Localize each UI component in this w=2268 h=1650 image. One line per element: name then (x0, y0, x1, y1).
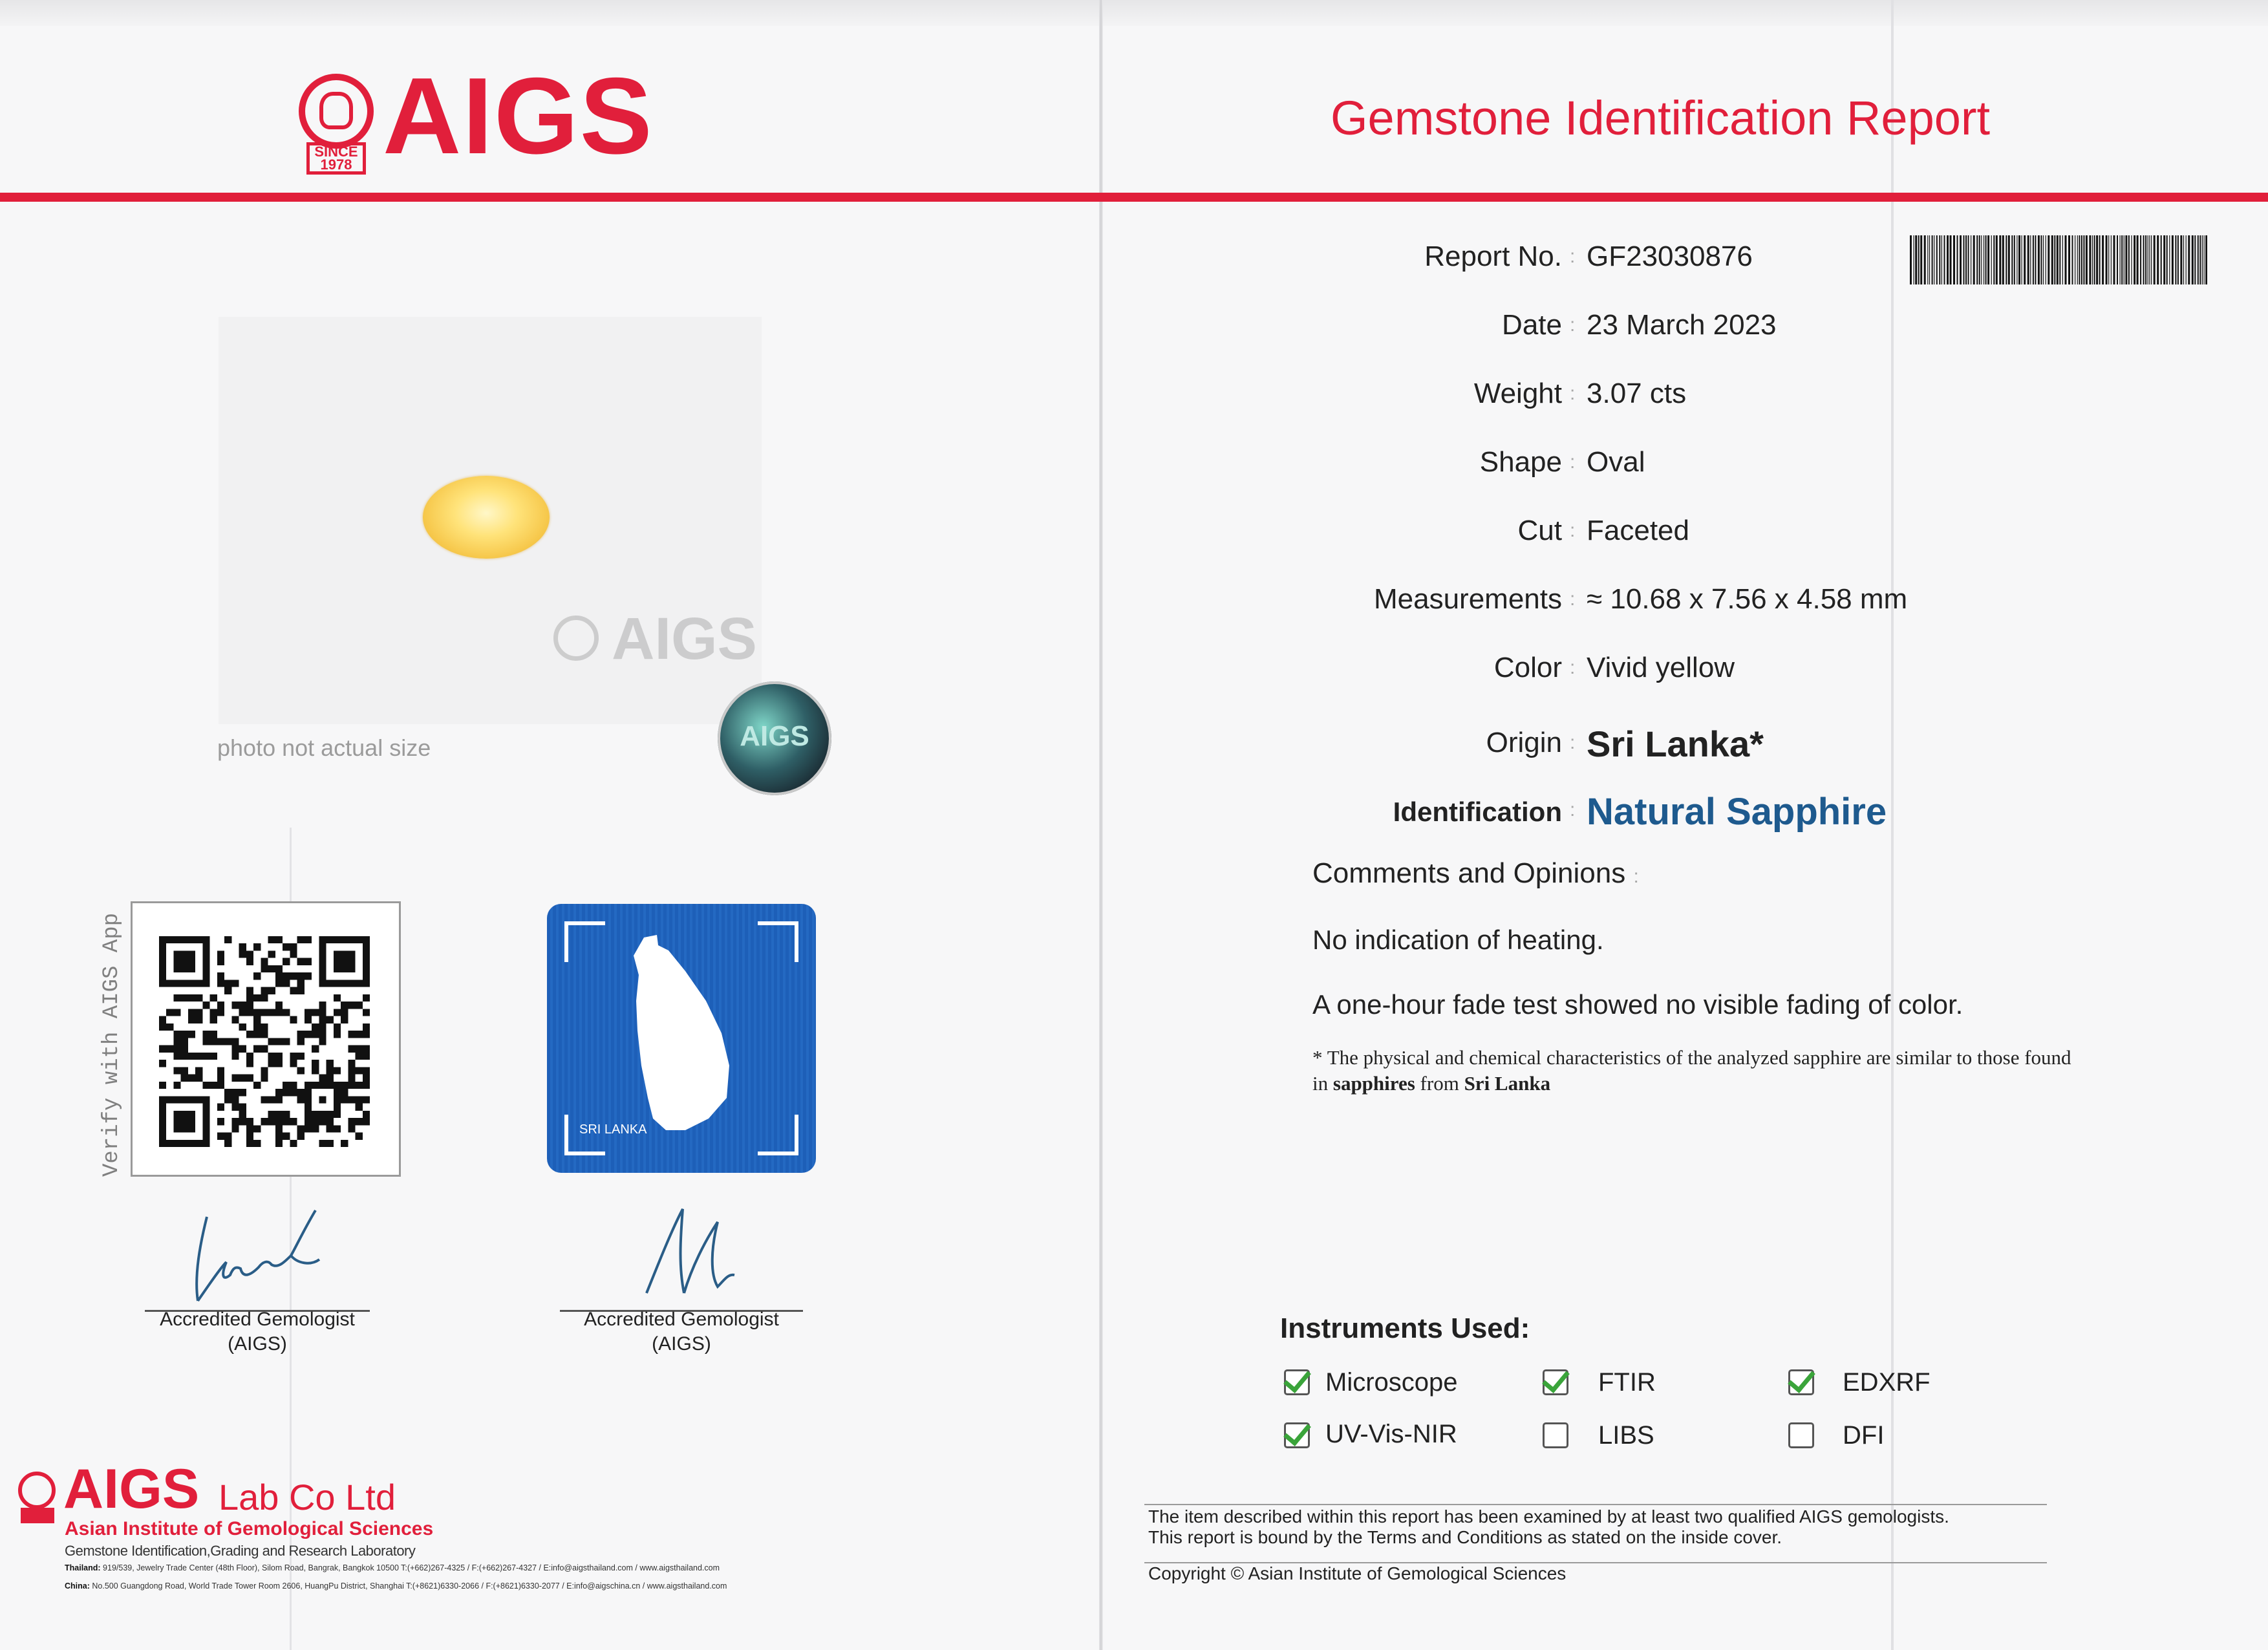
report-title: Gemstone Identification Report (1331, 91, 1991, 145)
signature-1 (181, 1204, 362, 1307)
note-bold-sapphires: sapphires (1332, 1072, 1415, 1095)
detail-row (0, 583, 2268, 628)
origin-note (1312, 1045, 2075, 1097)
detail-label: Origin (1486, 727, 1562, 758)
photo-caption: photo not actual size (217, 734, 431, 761)
instrument-label: FTIR (1598, 1368, 1656, 1397)
detail-label: Shape (1479, 446, 1562, 478)
detail-label: Color (1493, 652, 1562, 683)
detail-value: Oval (1587, 446, 1645, 478)
comment-line: A one-hour fade test showed no visible fading of color. (1312, 989, 1963, 1020)
detail-label: Measurements (1373, 583, 1562, 615)
detail-label: Date (1502, 309, 1562, 341)
instrument-label: EDXRF (1843, 1368, 1931, 1397)
verify-text: Verify with AIGS App (100, 912, 124, 1177)
china-label: China: (65, 1581, 90, 1591)
signature-1-title: Accredited Gemologist (160, 1309, 355, 1330)
detail-row (0, 790, 2268, 835)
detail-label: Report No. (1424, 241, 1562, 272)
footer-line-1: The item described within this report has been examined by at least two qualified AIGS gemologists. (1148, 1506, 1949, 1527)
lab-full-name: Asian Institute of Gemological Sciences (65, 1518, 434, 1539)
thailand-address (65, 1563, 720, 1572)
detail-row (0, 723, 2268, 768)
detail-label: Cut (1517, 515, 1562, 546)
header-red-line (0, 193, 2268, 202)
origin-map (547, 904, 816, 1173)
signature-2-title: Accredited Gemologist (584, 1309, 779, 1330)
barcode[interactable] (1910, 235, 2207, 284)
lab-seal-icon (18, 1472, 56, 1509)
sri-lanka-island-icon (634, 935, 729, 1130)
comment-line: No indication of heating. (1312, 925, 1604, 955)
instrument-label: LIBS (1598, 1421, 1654, 1450)
aigs-logo (299, 55, 661, 177)
detail-separator: : (1570, 520, 1576, 541)
detail-value: ≈ 10.68 x 7.56 x 4.58 mm (1587, 583, 1908, 615)
footer-rule (1144, 1504, 2047, 1505)
detail-separator: : (1570, 383, 1576, 404)
identification-value: Natural Sapphire (1587, 791, 1887, 833)
detail-separator: : (1570, 246, 1576, 267)
detail-row (0, 309, 2268, 354)
thailand-label: Thailand: (65, 1563, 101, 1572)
note-bold-origin: Sri Lanka (1464, 1072, 1551, 1095)
china-address-text: No.500 Guangdong Road, World Trade Tower Room 2606, HuangPu District, Shanghai T:(+8621)6330-2066 / F:(+8621)6330-2077 / E:info@aigschina.cn / www.aigsthailand.com (92, 1581, 727, 1591)
note-text-from: from (1415, 1072, 1464, 1095)
instrument-label: DFI (1843, 1421, 1885, 1450)
footer-line-2: This report is bound by the Terms and Conditions as stated on the inside cover. (1148, 1527, 1782, 1547)
detail-value: 23 March 2023 (1587, 309, 1777, 341)
detail-separator: : (1570, 588, 1576, 610)
hologram-text: AIGS (740, 720, 809, 752)
detail-row (0, 446, 2268, 491)
top-band (0, 0, 2268, 26)
checkbox-microscope[interactable] (1284, 1369, 1310, 1395)
logo-text: AIGS (383, 55, 654, 177)
comments-separator: : (1633, 866, 1639, 887)
signature-1-org: (AIGS) (228, 1333, 287, 1355)
map-label: SRI LANKA (579, 1122, 647, 1137)
signature-2-org: (AIGS) (652, 1333, 711, 1355)
detail-value: Vivid yellow (1587, 652, 1735, 683)
detail-row (0, 652, 2268, 697)
checkbox-dfi[interactable] (1788, 1422, 1814, 1448)
detail-row (0, 378, 2268, 423)
instrument-label: Microscope (1325, 1368, 1458, 1397)
detail-value: GF23030876 (1587, 241, 1753, 272)
detail-value: 3.07 cts (1587, 378, 1687, 409)
comments-heading-text: Comments and Opinions (1312, 857, 1626, 889)
detail-value: Faceted (1587, 515, 1689, 546)
checkbox-ftir[interactable] (1543, 1369, 1568, 1395)
detail-separator: : (1570, 314, 1576, 336)
watermark-text: AIGS (612, 606, 757, 672)
instrument-label: UV-Vis-NIR (1325, 1420, 1457, 1448)
lab-since (21, 1508, 54, 1523)
signature-2 (621, 1203, 750, 1306)
copyright: Copyright © Asian Institute of Gemological Sciences (1148, 1563, 1567, 1583)
detail-label: Weight (1473, 378, 1562, 409)
comments-heading (1312, 857, 1639, 890)
logo-since: SINCE 1978 (306, 142, 366, 175)
lab-name-short: AIGS (63, 1458, 200, 1520)
china-address (65, 1581, 727, 1591)
note-text: * The physical and chemical characteristics of the analyzed sapphire are similar to those found in (1312, 1046, 2071, 1095)
checkbox-edxrf[interactable] (1788, 1369, 1814, 1395)
detail-separator: : (1570, 799, 1576, 820)
qr-code[interactable] (159, 936, 370, 1147)
lab-description: Gemstone Identification,Grading and Research Laboratory (65, 1543, 416, 1559)
seal-icon (299, 74, 374, 149)
thailand-address-text: 919/539, Jewelry Trade Center (48th Floor), Silom Road, Bangrak, Bangkok 10500 T:(+662)267-4325 / F:(+662)267-4327 / E:info@aigsthailand.com / www.aigsthailand.com (103, 1563, 720, 1572)
checkbox-uv-vis-nir[interactable] (1284, 1422, 1310, 1448)
detail-separator: : (1570, 657, 1576, 678)
detail-label: Identification (1393, 797, 1562, 827)
origin-value: Sri Lanka* (1587, 723, 1764, 764)
detail-separator: : (1570, 451, 1576, 473)
instruments-heading: Instruments Used: (1280, 1312, 1530, 1344)
detail-row (0, 515, 2268, 560)
detail-separator: : (1570, 732, 1576, 753)
lab-name-suffix: Lab Co Ltd (219, 1477, 396, 1517)
checkbox-libs[interactable] (1543, 1422, 1568, 1448)
